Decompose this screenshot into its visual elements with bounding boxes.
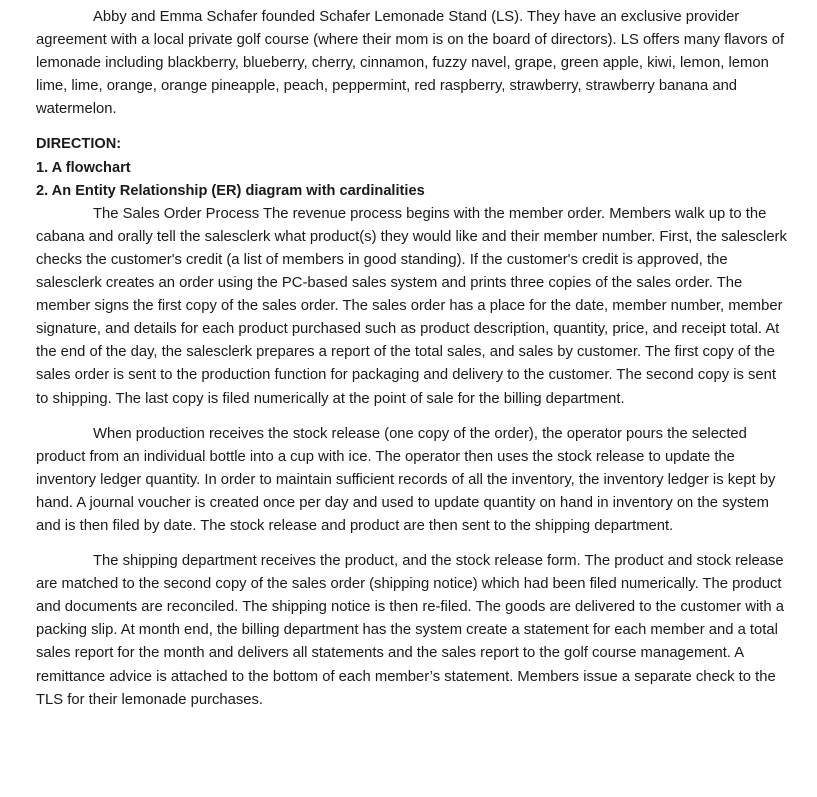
document-page: [36, 6, 788, 712]
intro-paragraph: Abby and Emma Schafer founded Schafer Lemonade Stand (LS). They have an exclusive provider agreement with a local private golf course (where their mom is on the board of directors). LS offers many flavors of lemonade including blackberry, blueberry, cherry, cinnamon, fuzzy navel, grape, green apple, kiwi, lemon, lemon lime, lime, orange, orange pineapple, peach, peppermint, red raspberry, strawberry, strawberry banana and watermelon.: [36, 9, 785, 118]
direction-item-flowchart: 1. A flowchart: [36, 159, 131, 176]
sales-order-paragraph: The Sales Order Process The revenue process begins with the member order. Members walk up to the cabana and orally tell the salesclerk what product(s) they would like and their member number. First, the salesclerk checks the customer's credit (a list of members in good standing). If the customer's credit is approved, the salesclerk creates an order using the PC-based sales system and prints three copies of the sales order. The member signs the first copy of the sales order. The sales order has a place for the date, member number, member signature, and details for each product purchased such as product description, quantity, price, and receipt total. At the end of the day, the salesclerk prepares a report of the total sales, and sales by customer. The first copy of the sales order is sent to the production function for packaging and delivery to the customer. The second copy is sent to shipping. The last copy is filed numerically at the point of sale for the billing department.: [36, 205, 787, 407]
shipping-paragraph: The shipping department receives the product, and the stock release form. The product and stock release are matched to the second copy of the sales order (shipping notice) which had been filed numerically. The product and documents are reconciled. The shipping notice is then re-filed. The goods are delivered to the customer with a packing slip. At month end, the billing department has the system create a statement for each member and a total sales report for the month and delivers all statements and the sales report to the golf course management. A remittance advice is attached to the bottom of each member’s statement. Members issue a separate check to the TLS for their lemonade purchases.: [36, 553, 784, 708]
production-paragraph: When production receives the stock release (one copy of the order), the operator pours the selected product from an individual bottle into a cup with ice. The operator then uses the stock release to update the inventory ledger quantity. In order to maintain sufficient records of all the inventory, the inventory ledger is kept by hand. A journal voucher is created once per day and used to update quantity on hand in inventory on the system and is then filed by date. The stock release and product are then sent to the shipping department.: [36, 425, 776, 534]
direction-heading: DIRECTION:: [36, 136, 122, 153]
direction-item-er-diagram: 2. An Entity Relationship (ER) diagram with cardinalities: [36, 182, 425, 199]
